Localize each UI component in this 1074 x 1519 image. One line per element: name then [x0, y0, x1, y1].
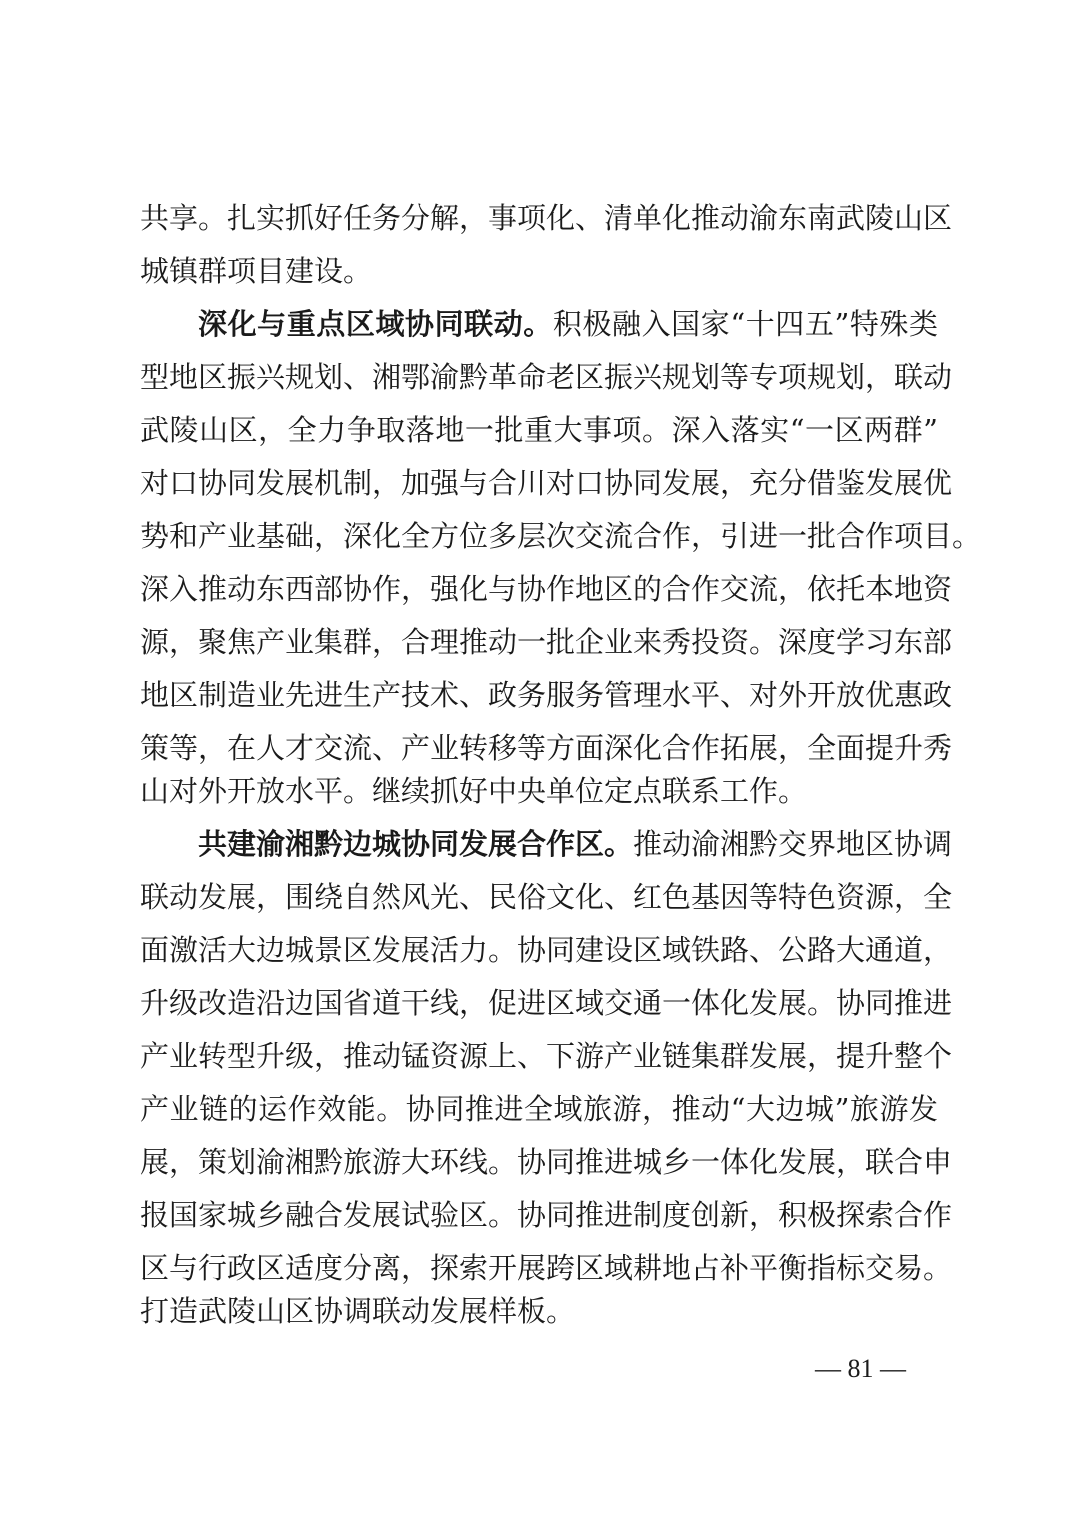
paragraph-2-line-5: 势和产业基础，深化全方位多层次交流合作，引进一批合作项目。	[140, 519, 982, 553]
paragraph-3-line-4: 升级改造沿边国省道干线，促进区域交通一体化发展。协同推进	[140, 986, 953, 1020]
paragraph-3-line-8: 报国家城乡融合发展试验区。协同推进制度创新，积极探索合作	[140, 1198, 953, 1232]
paragraph-3-line-2: 联动发展，围绕自然风光、民俗文化、红色基因等特色资源，全	[140, 880, 953, 914]
paragraph-text: 积极融入国家“十四五”特殊类	[552, 307, 938, 341]
paragraph-2-line-3: 武陵山区，全力争取落地一批重大事项。深入落实“一区两群”	[140, 413, 938, 447]
paragraph-3-line-5: 产业转型升级，推动锰资源上、下游产业链集群发展，提升整个	[140, 1039, 953, 1073]
paragraph-1-line-2: 城镇群项目建设。	[140, 254, 373, 288]
paragraph-3-line-3: 面激活大边城景区发展活力。协同建设区域铁路、公路大通道，	[140, 933, 953, 967]
section-heading: 共建渝湘黔边城协同发展合作区。	[198, 827, 634, 861]
paragraph-2-line-2: 型地区振兴规划、湘鄂渝黔革命老区振兴规划等专项规划，联动	[140, 360, 953, 394]
paragraph-2-line-7: 源，聚焦产业集群，合理推动一批企业来秀投资。深度学习东部	[140, 625, 953, 659]
page-number: — 81 —	[815, 1354, 906, 1383]
paragraph-2-line-9: 策等，在人才交流、产业转移等方面深化合作拓展，全面提升秀	[140, 731, 953, 765]
paragraph-2-line-8: 地区制造业先进生产技术、政务服务管理水平、对外开放优惠政	[140, 678, 953, 712]
paragraph-2-line-10: 山对外开放水平。继续抓好中央单位定点联系工作。	[140, 774, 808, 808]
paragraph-3-line-7: 展，策划渝湘黔旅游大环线。协同推进城乡一体化发展，联合申	[140, 1145, 953, 1179]
paragraph-3-line-10: 打造武陵山区协调联动发展样板。	[140, 1294, 576, 1328]
paragraph-1-line-1: 共享。扎实抓好任务分解，事项化、清单化推动渝东南武陵山区	[140, 201, 953, 235]
paragraph-3-line-9: 区与行政区适度分离，探索开展跨区域耕地占补平衡指标交易。	[140, 1251, 953, 1285]
paragraph-text: 推动渝湘黔交界地区协调	[633, 827, 953, 861]
paragraph-2-line-4: 对口协同发展机制，加强与合川对口协同发展，充分借鉴发展优	[140, 466, 953, 500]
paragraph-3-line-1	[198, 824, 953, 864]
section-heading: 深化与重点区域协同联动。	[198, 307, 553, 341]
paragraph-3-line-6: 产业链的运作效能。协同推进全域旅游，推动“大边城”旅游发	[140, 1092, 938, 1126]
paragraph-2-line-6: 深入推动东西部协作，强化与协作地区的合作交流，依托本地资	[140, 572, 953, 606]
paragraph-2-line-1	[198, 304, 938, 344]
